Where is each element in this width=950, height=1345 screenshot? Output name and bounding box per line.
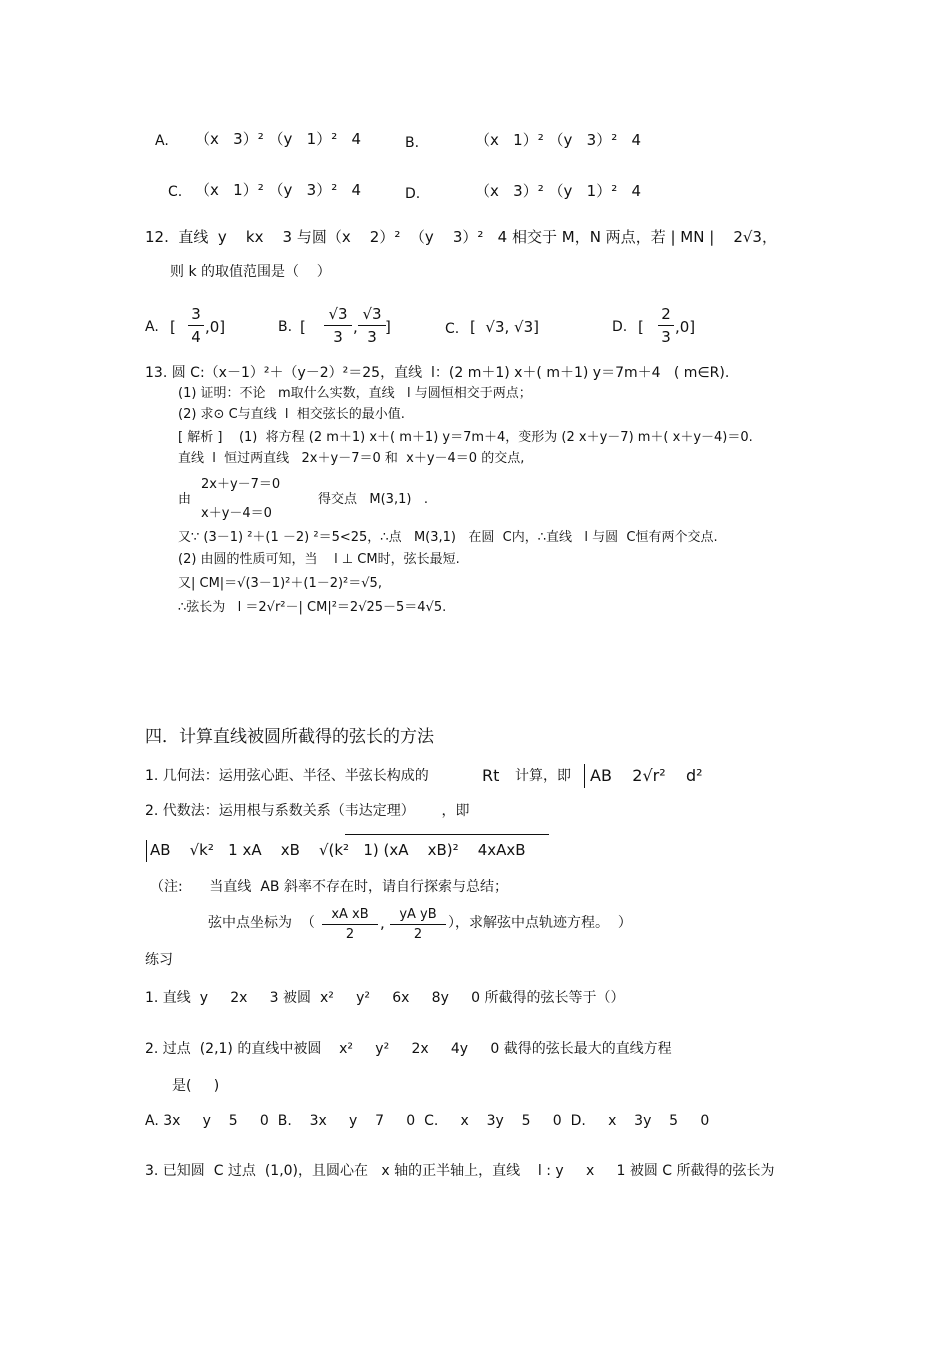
q11-option-d-label: D. <box>405 186 421 202</box>
midpoint-x-fraction <box>322 907 378 942</box>
q12-option-b-label: B. <box>278 319 293 335</box>
radical-overline <box>345 834 549 835</box>
q12-option-a-fraction <box>188 305 204 346</box>
q12-option-d-tail: ,0] <box>675 318 696 336</box>
q11-option-b-label: B. <box>405 135 420 151</box>
q13-system-eq-2: x＋y－4＝0 <box>201 506 272 521</box>
q13-solution-5: (2) 由圆的性质可知，当 l ⊥ CM时，弦长最短. <box>178 552 460 567</box>
practice-heading: 练习 <box>145 952 173 968</box>
q12-option-c-label: C. <box>445 321 460 337</box>
midpoint-y-fraction <box>390 907 446 942</box>
q11-option-b: （x 1）² （y 3）² 4 <box>475 131 642 149</box>
q12-option-d-label: D. <box>612 319 628 335</box>
method-2-formula: AB √k² 1 xA xB √(k² 1) (xA xB)² 4xAxB <box>150 841 526 859</box>
q12-option-b-bracket: [ <box>300 318 306 336</box>
q13-solution-2: 直线 l 恒过两直线 2x＋y－7＝0 和 x＋y－4＝0 的交点, <box>178 451 525 466</box>
q13-solution-1: [ 解析 ] (1) 将方程 (2 m＋1) x＋( m＋1) y＝7m＋4，变形为 (2 x＋y－7) m＋( x＋y－4)＝0. <box>178 430 753 445</box>
method-1: 1. 几何法：运用弦心距、半径、半弦长构成的 <box>145 768 429 784</box>
fraction-bar <box>358 325 386 326</box>
numerator: 3 <box>191 305 201 323</box>
q12-option-a-tail: ,0] <box>205 318 226 336</box>
q12-option-a-bracket: [ <box>170 318 176 336</box>
q13-system-eq-1: 2x＋y－7＝0 <box>201 477 281 492</box>
note-1: （注: 当直线 AB 斜率不存在时，请自行探索与总结； <box>150 879 508 895</box>
exercise-1: 1. 直线 y 2x 3 被圆 x² y² 6x 8y 0 所截得的弦长等于（） <box>145 990 625 1006</box>
exercise-2: 2. 过点 (2,1) 的直线中被圆 x² y² 2x 4y 0 截得的弦长最大的直线方程 <box>145 1041 672 1057</box>
denominator: 2 <box>345 927 355 942</box>
denominator: 3 <box>333 328 343 346</box>
q13-intersection: 得交点 M(3,1) . <box>318 492 428 507</box>
fraction-bar <box>322 924 378 925</box>
abs-bar <box>584 764 585 788</box>
note-2-tail: ），求解弦中点轨迹方程。 ） <box>448 915 632 931</box>
q11-option-a: （x 3）² （y 1）² 4 <box>195 130 362 148</box>
method-1-formula: AB 2√r² d² <box>590 766 703 785</box>
q13-system-prefix: 由 <box>178 492 192 507</box>
method-1-rt: Rt <box>482 766 500 785</box>
q12-option-d-fraction <box>658 305 674 346</box>
denominator: 2 <box>413 927 423 942</box>
numerator: yA yB <box>399 907 437 922</box>
exercise-3: 3. 已知圆 C 过点 (1,0)，且圆心在 x 轴的正半轴上，直线 l : y x 1 被圆 C 所截得的弦长为 <box>145 1163 775 1179</box>
q13-part-2: (2) 求⊙ C与直线 l 相交弦长的最小值. <box>178 407 405 422</box>
exercise-2-options: A. 3x y 5 0 B. 3x y 7 0 C. x 3y 5 0 D. x 3y 5 0 <box>145 1113 710 1129</box>
q12-option-b-tail: ] <box>385 318 391 336</box>
section-title: 四．计算直线被圆所截得的弦长的方法 <box>145 727 434 747</box>
comma: , <box>380 914 385 932</box>
q11-option-a-label: A. <box>155 133 169 149</box>
q12-option-a-label: A. <box>145 319 159 335</box>
q12-stem-2: 则 k 的取值范围是（ ） <box>170 264 331 280</box>
q12-option-b-comma: , <box>353 318 358 336</box>
denominator: 4 <box>191 328 201 346</box>
q13-solution-7: ∴弦长为 l ＝2√r²－| CM|²＝2√25－5＝4√5. <box>178 600 447 615</box>
abs-bar <box>146 840 147 862</box>
q13-stem: 13. 圆 C:（x－1）²＋（y－2）²＝25，直线 l：(2 m＋1) x＋( m＋1) y＝7m＋4 ( m∈R). <box>145 365 730 381</box>
q13-part-1: (1) 证明：不论 m取什么实数，直线 l 与圆恒相交于两点； <box>178 386 532 401</box>
denominator: 3 <box>661 328 671 346</box>
q12-option-b-fraction-2 <box>358 305 386 346</box>
exercise-2-cont: 是( ) <box>172 1078 220 1094</box>
numerator: √3 <box>362 305 382 323</box>
fraction-bar <box>188 325 204 326</box>
fraction-bar <box>390 924 446 925</box>
q12-stem: 12. 直线 y kx 3 与圆（x 2）² （y 3）² 4 相交于 M，N 两点，若 | MN | 2√3， <box>145 228 777 246</box>
numerator: xA xB <box>331 907 369 922</box>
q11-option-d: （x 3）² （y 1）² 4 <box>475 182 642 200</box>
fraction-bar <box>324 325 352 326</box>
q13-solution-4: 又∵ (3－1) ²＋(1 －2) ²＝5<25，∴点 M(3,1) 在圆 C内，∴直线 l 与圆 C恒有两个交点. <box>178 530 718 545</box>
denominator: 3 <box>367 328 377 346</box>
numerator: √3 <box>328 305 348 323</box>
fraction-bar <box>658 325 674 326</box>
q11-option-c: （x 1）² （y 3）² 4 <box>195 181 362 199</box>
q12-option-c: [ √3, √3] <box>470 318 539 336</box>
q11-option-c-label: C. <box>168 184 183 200</box>
q13-solution-6: 又| CM|＝√(3－1)²＋(1－2)²＝√5, <box>178 576 382 591</box>
numerator: 2 <box>661 305 671 323</box>
note-2-prefix: 弦中点坐标为 （ <box>208 915 315 931</box>
method-1-tail: 计算，即 <box>515 768 571 784</box>
q12-option-b-fraction-1 <box>324 305 352 346</box>
q12-option-d-bracket: [ <box>638 318 644 336</box>
method-2: 2. 代数法：运用根与系数关系（韦达定理） ，即 <box>145 803 470 819</box>
